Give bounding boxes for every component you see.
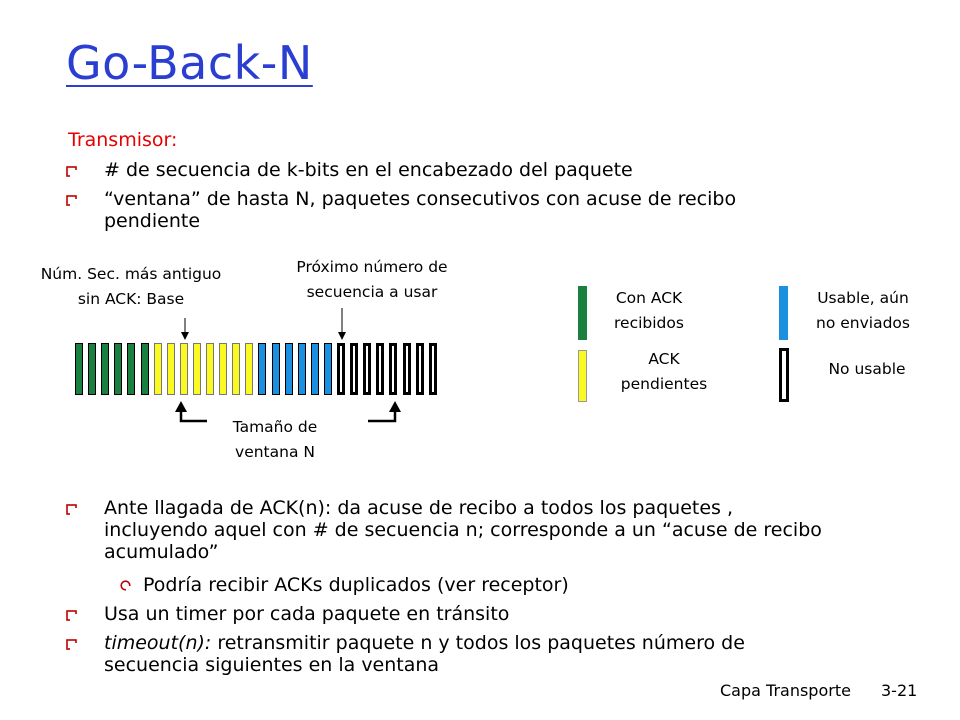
legend-label-usable <box>798 286 928 336</box>
legend-swatch-acked <box>578 286 587 340</box>
sender-bullet-1: # de secuencia de k-bits en el encabezado del paquete <box>104 159 633 181</box>
legend-swatch-usable <box>779 286 788 340</box>
packet-pending <box>167 343 175 395</box>
packet-usable <box>285 343 293 395</box>
window-size-label-line-2: ventana N <box>235 443 315 461</box>
packet-usable <box>311 343 319 395</box>
base-label-line-2: sin ACK: Base <box>77 290 185 308</box>
packet-usable <box>258 343 266 395</box>
legend-label-acked-line-2: recibidos <box>614 314 684 332</box>
slide-title: Go-Back-N <box>66 36 313 90</box>
packet-pending <box>154 343 162 395</box>
timeout-description: retransmitir paquete n y todos los paquetes número de <box>211 632 745 654</box>
sender-heading: Transmisor: <box>68 129 178 151</box>
legend-swatch-unusable <box>779 348 789 402</box>
legend-label-pending-line-1: ACK <box>648 350 680 368</box>
next-seq-pointer-arrow <box>338 308 346 340</box>
timer-bullet: Usa un timer por cada paquete en tránsito <box>104 603 510 625</box>
packet-acked <box>75 343 83 395</box>
bullet-icon <box>66 504 77 515</box>
base-label-line-1: Núm. Sec. más antiguo <box>40 265 222 283</box>
legend-label-pending-line-2: pendientes <box>620 375 708 393</box>
window-right-arrow <box>368 401 401 421</box>
bullet-icon <box>66 639 77 650</box>
base-pointer-arrow <box>181 318 189 340</box>
sender-bullet-2: “ventana” de hasta N, paquetes consecutivos con acuse de recibo <box>104 188 737 210</box>
duplicate-acks-bullet: Podría recibir ACKs duplicados (ver receptor) <box>143 574 569 596</box>
legend-swatch-pending <box>578 350 587 402</box>
timeout-bullet-line-2: secuencia siguientes en la ventana <box>104 654 440 676</box>
legend-label-usable-line-2: no enviados <box>816 314 910 332</box>
legend-label-unusable: No usable <box>828 360 906 378</box>
packet-unusable <box>363 343 371 395</box>
ack-bullet-line-3: acumulado” <box>104 541 219 563</box>
ack-bullet-line-1: Ante llagada de ACK(n): da acuse de recibo a todos los paquetes , <box>104 497 734 519</box>
window-size-label-line-1: Tamaño de <box>232 418 318 436</box>
footer-page-number: 3-21 <box>881 681 918 700</box>
packet-usable <box>324 343 332 395</box>
packet-unusable <box>416 343 424 395</box>
window-left-arrow <box>175 401 207 421</box>
footer-section: Capa Transporte <box>720 681 851 700</box>
legend-label-acked <box>598 286 700 336</box>
packet-usable <box>272 343 280 395</box>
packet-unusable <box>337 343 345 395</box>
legend-label-pending <box>604 347 724 397</box>
packet-acked <box>88 343 96 395</box>
bullet-icon <box>66 610 77 621</box>
packet-acked <box>114 343 122 395</box>
sender-bullet-2-cont: pendiente <box>104 210 201 232</box>
packet-pending <box>219 343 227 395</box>
timeout-bullet-line-1 <box>104 633 745 654</box>
next-seq-label-line-2: secuencia a usar <box>306 283 438 301</box>
packet-unusable <box>389 343 397 395</box>
packet-acked <box>127 343 135 395</box>
packet-pending <box>206 343 214 395</box>
packet-acked <box>141 343 149 395</box>
packet-unusable <box>350 343 358 395</box>
next-seq-label-line-1: Próximo número de <box>296 258 448 276</box>
packet-unusable <box>403 343 411 395</box>
packet-unusable <box>429 343 437 395</box>
packet-pending <box>180 343 188 395</box>
legend-label-acked-line-1: Con ACK <box>615 289 683 307</box>
packet-usable <box>298 343 306 395</box>
sub-bullet-icon <box>120 580 131 591</box>
packet-pending <box>193 343 201 395</box>
ack-bullet-line-2: incluyendo aquel con # de secuencia n; corresponde a un “acuse de recibo <box>104 519 822 541</box>
timeout-term: timeout(n): <box>104 632 212 654</box>
packet-pending <box>232 343 240 395</box>
packet-pending <box>245 343 253 395</box>
legend-label-usable-line-1: Usable, aún <box>817 289 909 307</box>
packet-unusable <box>376 343 384 395</box>
packet-acked <box>101 343 109 395</box>
